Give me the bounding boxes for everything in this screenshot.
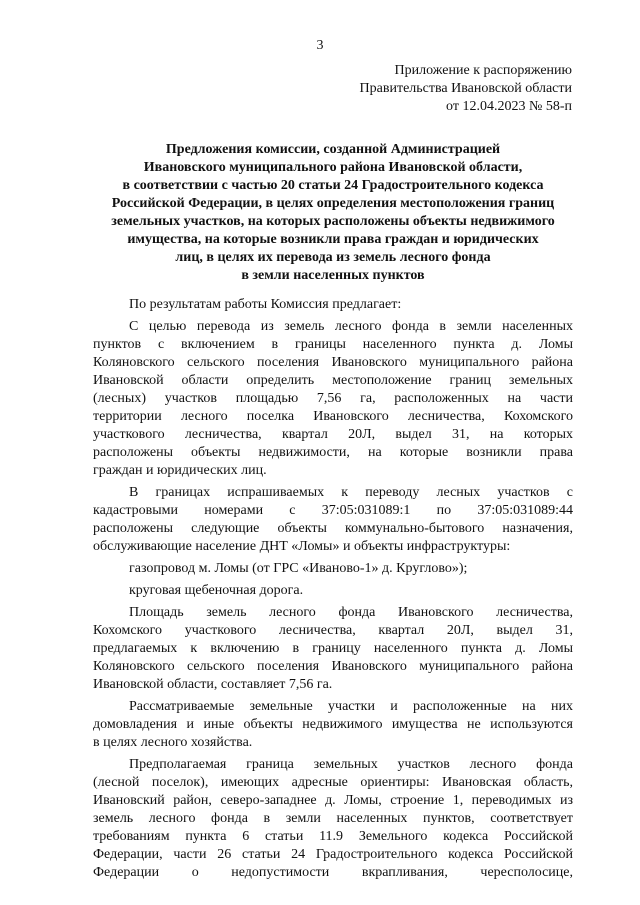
paragraph-line: расположены следующие объекты коммунально-бытового назначения, — [93, 521, 573, 536]
paragraph-line: Площадь земель лесного фонда Ивановского лесничества, — [129, 605, 573, 620]
title-line: в соответствии с частью 20 статьи 24 Градостроительного кодекса — [122, 178, 544, 193]
paragraph-intro — [93, 296, 573, 314]
title-line: лиц, в целях их перевода из земель лесного фонда — [175, 250, 491, 265]
paragraph-line: обслуживающие население ДНТ «Ломы» и объекты инфраструктуры: — [93, 539, 511, 554]
paragraph-line: граждан и юридических лиц. — [93, 463, 267, 478]
paragraph-line: домовладения и иные объекты недвижимого имущества не используются — [93, 717, 573, 732]
title-line: Ивановского муниципального района Ивановской области, — [143, 160, 523, 175]
paragraph-line: территории лесного поселка Ивановского лесничества, Кохомского — [93, 409, 573, 424]
title-line: Российской Федерации, в целях определения местоположения границ — [111, 196, 555, 211]
paragraph-line: Коляновского сельского поселения Ивановского муниципального района — [93, 659, 573, 674]
paragraph-line: В границах испрашиваемых к переводу лесных участков с — [129, 485, 573, 500]
paragraph-line: Ивановской области, составляет 7,56 га. — [93, 677, 333, 692]
paragraph-line: предлагаемых к включению в границу населенного пункта д. Ломы — [93, 641, 573, 656]
paragraph-line: Ивановской области определить местоположение границ земельных — [93, 373, 573, 388]
paragraph-line: кадастровыми номерами с 37:05:031089:1 по 37:05:031089:44 — [93, 503, 573, 518]
document-body — [93, 296, 573, 886]
paragraph-line: Федерации о недопустимости вкрапливания, чересполосице, — [93, 865, 573, 880]
page-number: 3 — [316, 38, 324, 53]
paragraph-line: участкового лесничества, квартал 20Л, выдел 31, на которых — [93, 427, 573, 442]
paragraph-line: Предполагаемая граница земельных участков лесного фонда — [129, 757, 573, 772]
document-title — [90, 141, 576, 285]
list-item-gas-pipeline: газопровод м. Ломы (от ГРС «Иваново-1» д. Круглово»); — [129, 561, 468, 576]
title-line: Предложения комиссии, созданной Администрацией — [165, 142, 501, 157]
paragraph-line: расположены объекты недвижимости, на которые возникли права — [93, 445, 573, 460]
paragraph-4 — [93, 698, 573, 752]
paragraph-line: Рассматриваемые земельные участки и расположенные на них — [129, 699, 573, 714]
paragraph-line: Федерации, части 26 статьи 24 Градостроительного кодекса Российской — [93, 847, 573, 862]
appendix-line: Приложение к распоряжению — [394, 63, 572, 78]
paragraph-1 — [93, 318, 573, 480]
paragraph-line: пунктов с включением в границы населенного пункта д. Ломы — [93, 337, 573, 352]
paragraph-line: (лесных) участков площадью 7,56 га, расположенных на части — [93, 391, 573, 406]
paragraph-3 — [93, 604, 573, 694]
paragraph-line: земель лесного фонда в земли населенных пунктов, соответствует — [93, 811, 573, 826]
title-line: в земли населенных пунктов — [241, 268, 425, 283]
title-line: имущества, на которые возникли права граждан и юридических — [127, 232, 539, 247]
appendix-header — [360, 62, 572, 116]
paragraph-2 — [93, 484, 573, 556]
paragraph-line: Коляновского сельского поселения Ивановского муниципального района — [93, 355, 573, 370]
paragraph-5 — [93, 756, 573, 882]
paragraph-line: Кохомского участкового лесничества, квартал 20Л, выдел 31, — [93, 623, 573, 638]
list-item-road: круговая щебеночная дорога. — [129, 583, 304, 598]
paragraph-line: в целях лесного хозяйства. — [93, 735, 253, 750]
appendix-date-number: от 12.04.2023 № 58-п — [446, 99, 572, 114]
title-line: земельных участков, на которых расположены объекты недвижимого — [111, 214, 555, 229]
paragraph-line: Ивановский район, северо-западнее д. Ломы, строение 1, переводимых из — [93, 793, 573, 808]
paragraph-line: С целью перевода из земель лесного фонда в земли населенных — [129, 319, 573, 334]
paragraph-line: требованиям пункта 6 статьи 11.9 Земельного кодекса Российской — [93, 829, 573, 844]
paragraph-line: По результатам работы Комиссия предлагает: — [129, 297, 402, 312]
paragraph-line: (лесной поселок), имеющих адресные ориентиры: Ивановская область, — [93, 775, 573, 790]
appendix-line: Правительства Ивановской области — [359, 81, 572, 96]
